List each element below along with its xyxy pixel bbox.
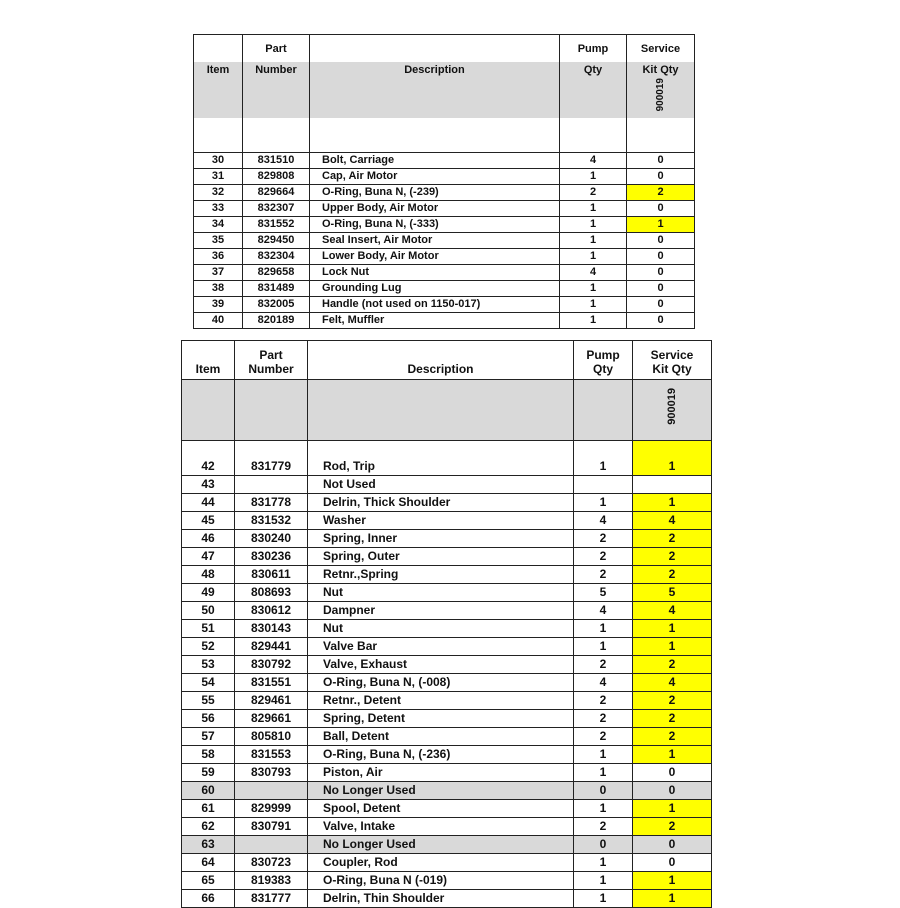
lower-table-body (182, 441, 712, 908)
table-row (182, 441, 712, 476)
part-number: 830236 (235, 548, 308, 566)
item-number: 57 (182, 728, 235, 746)
header-part-label: Part (259, 348, 283, 362)
header-kit-qty (627, 62, 695, 118)
table-row (194, 249, 695, 265)
header-service-label: Service (650, 348, 694, 362)
part-number (235, 476, 308, 494)
table-row (182, 746, 712, 764)
parts-table-lower (181, 340, 712, 908)
kit-qty: 1 (627, 217, 695, 233)
item-number: 52 (182, 638, 235, 656)
description: Bolt, Carriage (310, 153, 560, 169)
description: Delrin, Thin Shoulder (308, 890, 574, 908)
pump-qty: 4 (574, 674, 633, 692)
kit-qty: 2 (633, 530, 712, 548)
kit-qty: 0 (633, 836, 712, 854)
description: Spool, Detent (308, 800, 574, 818)
table-row (194, 233, 695, 249)
item-number: 59 (182, 764, 235, 782)
kit-qty: 1 (633, 872, 712, 890)
item-number: 40 (194, 313, 243, 329)
item-number: 65 (182, 872, 235, 890)
pump-qty: 1 (560, 201, 627, 217)
part-number: 830791 (235, 818, 308, 836)
table-row (182, 548, 712, 566)
header-qty-label: Qty (592, 362, 613, 376)
kit-qty: 0 (627, 281, 695, 297)
description: Lock Nut (310, 265, 560, 281)
pump-qty: 1 (574, 764, 633, 782)
kit-qty: 2 (633, 656, 712, 674)
part-number: 832304 (243, 249, 310, 265)
kit-qty: 0 (627, 153, 695, 169)
description: O-Ring, Buna N, (-236) (308, 746, 574, 764)
table-row (182, 476, 712, 494)
header-row-top (194, 35, 695, 63)
kit-qty: 0 (633, 764, 712, 782)
header-row (182, 341, 712, 380)
header-kit-id: 900019 (655, 78, 666, 112)
pump-qty: 0 (574, 782, 633, 800)
item-number: 66 (182, 890, 235, 908)
header-pump-qty (574, 341, 633, 380)
pump-qty: 1 (560, 217, 627, 233)
pump-qty: 4 (560, 265, 627, 281)
description: Spring, Detent (308, 710, 574, 728)
pump-qty: 1 (560, 313, 627, 329)
kit-qty: 0 (633, 854, 712, 872)
pump-qty: 1 (574, 854, 633, 872)
pump-qty: 4 (560, 153, 627, 169)
part-number: 829999 (235, 800, 308, 818)
pump-qty: 1 (574, 872, 633, 890)
table-row (182, 728, 712, 746)
part-number: 830240 (235, 530, 308, 548)
header-item: Item (194, 62, 243, 118)
pump-qty: 1 (574, 638, 633, 656)
table-row (182, 638, 712, 656)
pump-qty: 2 (574, 710, 633, 728)
pump-qty: 1 (574, 620, 633, 638)
table-row (194, 201, 695, 217)
part-number: 829461 (235, 692, 308, 710)
pump-qty: 1 (560, 233, 627, 249)
item-number: 35 (194, 233, 243, 249)
pump-qty: 1 (560, 169, 627, 185)
item-number: 55 (182, 692, 235, 710)
header-part-top: Part (243, 35, 310, 63)
kit-qty: 1 (633, 494, 712, 512)
pump-qty: 5 (574, 584, 633, 602)
table-row (182, 494, 712, 512)
description: O-Ring, Buna N, (-008) (308, 674, 574, 692)
table-row (182, 512, 712, 530)
description: Piston, Air (308, 764, 574, 782)
item-number: 43 (182, 476, 235, 494)
description: Valve Bar (308, 638, 574, 656)
pump-qty: 1 (574, 746, 633, 764)
item-number: 45 (182, 512, 235, 530)
pump-qty: 2 (574, 566, 633, 584)
header-kit-id-cell (633, 380, 712, 441)
part-number: 830143 (235, 620, 308, 638)
description: Felt, Muffler (310, 313, 560, 329)
item-number: 64 (182, 854, 235, 872)
part-number: 832307 (243, 201, 310, 217)
part-number: 831489 (243, 281, 310, 297)
item-number: 32 (194, 185, 243, 201)
table-row (182, 692, 712, 710)
kit-qty (633, 476, 712, 494)
description: Grounding Lug (310, 281, 560, 297)
table-row (182, 800, 712, 818)
part-number: 829661 (235, 710, 308, 728)
kit-qty: 5 (633, 584, 712, 602)
table-row (182, 674, 712, 692)
kit-qty: 0 (627, 201, 695, 217)
pump-qty: 1 (560, 297, 627, 313)
table-row (182, 890, 712, 908)
description: Upper Body, Air Motor (310, 201, 560, 217)
header-number-label: Number (248, 362, 294, 376)
part-number: 820189 (243, 313, 310, 329)
item-number: 34 (194, 217, 243, 233)
table-row (182, 782, 712, 800)
header-kit-qty-label: Kit Qty (642, 64, 679, 76)
description: Nut (308, 584, 574, 602)
header-service-top: Service (627, 35, 695, 63)
part-number: 829664 (243, 185, 310, 201)
pump-qty: 1 (574, 494, 633, 512)
pump-qty: 2 (574, 548, 633, 566)
item-number: 39 (194, 297, 243, 313)
item-number: 54 (182, 674, 235, 692)
header-number: Number (243, 62, 310, 118)
item-number: 53 (182, 656, 235, 674)
description: Cap, Air Motor (310, 169, 560, 185)
header-description: Description (310, 62, 560, 118)
kit-qty: 0 (627, 265, 695, 281)
part-number: 808693 (235, 584, 308, 602)
pump-qty: 2 (574, 818, 633, 836)
pump-qty: 2 (574, 530, 633, 548)
part-number: 829658 (243, 265, 310, 281)
item-number: 37 (194, 265, 243, 281)
kit-qty: 2 (627, 185, 695, 201)
kit-qty: 0 (633, 782, 712, 800)
part-number: 819383 (235, 872, 308, 890)
pump-qty: 1 (560, 249, 627, 265)
kit-qty: 1 (633, 638, 712, 656)
header-item-top (194, 35, 243, 63)
description: Spring, Outer (308, 548, 574, 566)
part-number: 831778 (235, 494, 308, 512)
item-number: 63 (182, 836, 235, 854)
header-kit-id: 900019 (666, 388, 678, 425)
table-row (182, 764, 712, 782)
part-number: 829441 (235, 638, 308, 656)
header-part-number (235, 341, 308, 380)
description: Coupler, Rod (308, 854, 574, 872)
description: Handle (not used on 1150-017) (310, 297, 560, 313)
pump-qty: 4 (574, 602, 633, 620)
pump-qty: 1 (574, 800, 633, 818)
pump-qty: 1 (560, 281, 627, 297)
table-row (182, 656, 712, 674)
description: Valve, Exhaust (308, 656, 574, 674)
item-number: 61 (182, 800, 235, 818)
table-row (182, 602, 712, 620)
table-row (182, 584, 712, 602)
part-number: 831553 (235, 746, 308, 764)
part-number: 831777 (235, 890, 308, 908)
table-row (182, 872, 712, 890)
item-number: 51 (182, 620, 235, 638)
description: O-Ring, Buna N, (-333) (310, 217, 560, 233)
item-number: 56 (182, 710, 235, 728)
pump-qty: 1 (574, 890, 633, 908)
kit-qty: 0 (627, 313, 695, 329)
header-kit-qty-label: Kit Qty (652, 362, 692, 376)
kit-qty: 2 (633, 710, 712, 728)
item-number: 48 (182, 566, 235, 584)
kit-qty: 2 (633, 818, 712, 836)
table-row (194, 281, 695, 297)
table-row (182, 710, 712, 728)
pump-qty: 2 (574, 728, 633, 746)
header-gray-band (182, 380, 712, 441)
pump-qty: 2 (560, 185, 627, 201)
part-number: 831532 (235, 512, 308, 530)
part-number: 805810 (235, 728, 308, 746)
description: Ball, Detent (308, 728, 574, 746)
part-number: 831552 (243, 217, 310, 233)
pump-qty: 1 (574, 441, 633, 476)
kit-qty: 4 (633, 512, 712, 530)
description: O-Ring, Buna N (-019) (308, 872, 574, 890)
item-number: 60 (182, 782, 235, 800)
description: Washer (308, 512, 574, 530)
kit-qty: 0 (627, 169, 695, 185)
description: Rod, Trip (308, 441, 574, 476)
item-number: 33 (194, 201, 243, 217)
kit-qty: 1 (633, 800, 712, 818)
kit-qty: 4 (633, 602, 712, 620)
part-number: 830611 (235, 566, 308, 584)
description: Not Used (308, 476, 574, 494)
part-number: 830612 (235, 602, 308, 620)
pump-qty: 0 (574, 836, 633, 854)
table-row (194, 217, 695, 233)
header-row-bottom (194, 62, 695, 118)
description: No Longer Used (308, 836, 574, 854)
table-row (182, 566, 712, 584)
part-number (235, 782, 308, 800)
kit-qty: 1 (633, 746, 712, 764)
kit-qty: 1 (633, 890, 712, 908)
item-number: 46 (182, 530, 235, 548)
table-row (194, 265, 695, 281)
pump-qty: 2 (574, 692, 633, 710)
description: Nut (308, 620, 574, 638)
table-row (182, 836, 712, 854)
pump-qty: 2 (574, 656, 633, 674)
description: O-Ring, Buna N, (-239) (310, 185, 560, 201)
part-number: 831551 (235, 674, 308, 692)
part-number: 830723 (235, 854, 308, 872)
pump-qty (574, 476, 633, 494)
table-row (182, 620, 712, 638)
header-description: Description (308, 341, 574, 380)
header-pump-label: Pump (586, 348, 620, 362)
item-number: 30 (194, 153, 243, 169)
item-number: 31 (194, 169, 243, 185)
kit-qty: 2 (633, 548, 712, 566)
part-number: 830793 (235, 764, 308, 782)
header-pump-top: Pump (560, 35, 627, 63)
kit-qty: 4 (633, 674, 712, 692)
part-number: 831510 (243, 153, 310, 169)
part-number: 829808 (243, 169, 310, 185)
header-item: Item (182, 341, 235, 380)
header-service-kit-qty (633, 341, 712, 380)
description: Delrin, Thick Shoulder (308, 494, 574, 512)
kit-qty: 1 (633, 441, 712, 476)
part-number: 832005 (243, 297, 310, 313)
item-number: 62 (182, 818, 235, 836)
table-row (194, 153, 695, 169)
item-number: 49 (182, 584, 235, 602)
description: Retnr., Detent (308, 692, 574, 710)
description: Lower Body, Air Motor (310, 249, 560, 265)
item-number: 47 (182, 548, 235, 566)
description: No Longer Used (308, 782, 574, 800)
table-row (194, 313, 695, 329)
kit-qty: 2 (633, 566, 712, 584)
pump-qty: 4 (574, 512, 633, 530)
kit-qty: 2 (633, 692, 712, 710)
part-number: 830792 (235, 656, 308, 674)
item-number: 58 (182, 746, 235, 764)
description: Spring, Inner (308, 530, 574, 548)
item-number: 50 (182, 602, 235, 620)
kit-qty: 0 (627, 249, 695, 265)
kit-qty: 2 (633, 728, 712, 746)
table-row (182, 854, 712, 872)
description: Dampner (308, 602, 574, 620)
header-desc-top (310, 35, 560, 63)
kit-qty: 0 (627, 297, 695, 313)
part-number (235, 836, 308, 854)
header-qty: Qty (560, 62, 627, 118)
description: Retnr.,Spring (308, 566, 574, 584)
table-row (194, 169, 695, 185)
parts-table-upper (193, 34, 695, 329)
table-row (182, 818, 712, 836)
upper-table-body (194, 153, 695, 329)
kit-qty: 0 (627, 233, 695, 249)
header-spacer (194, 118, 695, 153)
part-number: 829450 (243, 233, 310, 249)
kit-qty: 1 (633, 620, 712, 638)
part-number: 831779 (235, 441, 308, 476)
item-number: 36 (194, 249, 243, 265)
table-row (182, 530, 712, 548)
item-number: 42 (182, 441, 235, 476)
item-number: 38 (194, 281, 243, 297)
table-row (194, 185, 695, 201)
table-row (194, 297, 695, 313)
item-number: 44 (182, 494, 235, 512)
description: Seal Insert, Air Motor (310, 233, 560, 249)
description: Valve, Intake (308, 818, 574, 836)
